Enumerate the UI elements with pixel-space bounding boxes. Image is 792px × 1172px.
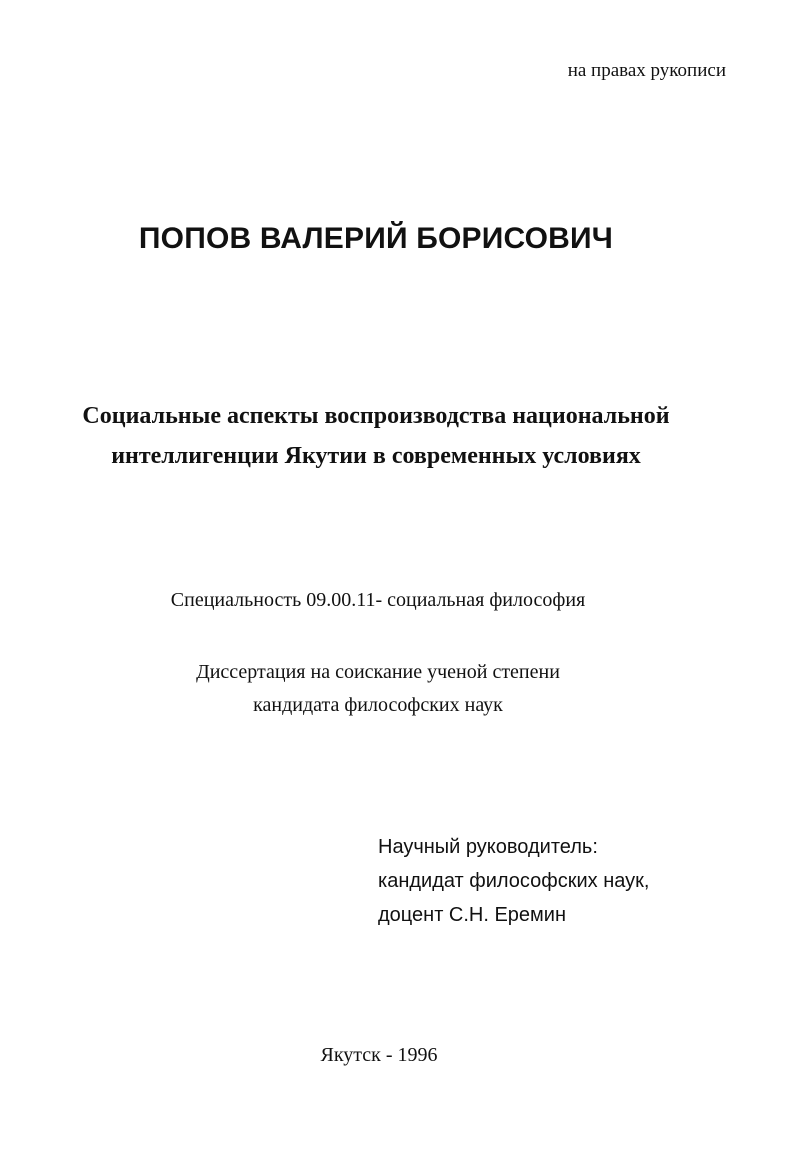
dissertation-title bbox=[0, 396, 752, 476]
degree-line-2: кандидата философских наук bbox=[253, 694, 503, 716]
title-line-2: интеллигенции Якутии в современных условиях bbox=[111, 443, 641, 469]
degree-statement bbox=[0, 656, 756, 722]
advisor-line-2: кандидат философских наук, bbox=[378, 870, 650, 892]
manuscript-rights-note: на правах рукописи bbox=[567, 60, 726, 81]
place-and-year: Якутск - 1996 bbox=[320, 1044, 438, 1066]
advisor-line-1: Научный руководитель: bbox=[378, 836, 598, 858]
author-name: ПОПОВ ВАЛЕРИЙ БОРИСОВИЧ bbox=[138, 222, 614, 255]
scientific-advisor-block bbox=[378, 830, 649, 932]
advisor-line-3: доцент С.Н. Еремин bbox=[378, 904, 567, 926]
degree-line-1: Диссертация на соискание ученой степени bbox=[196, 661, 560, 683]
title-line-1: Социальные аспекты воспроизводства национальной bbox=[82, 403, 670, 429]
specialty-line: Специальность 09.00.11- социальная философия bbox=[170, 589, 586, 611]
